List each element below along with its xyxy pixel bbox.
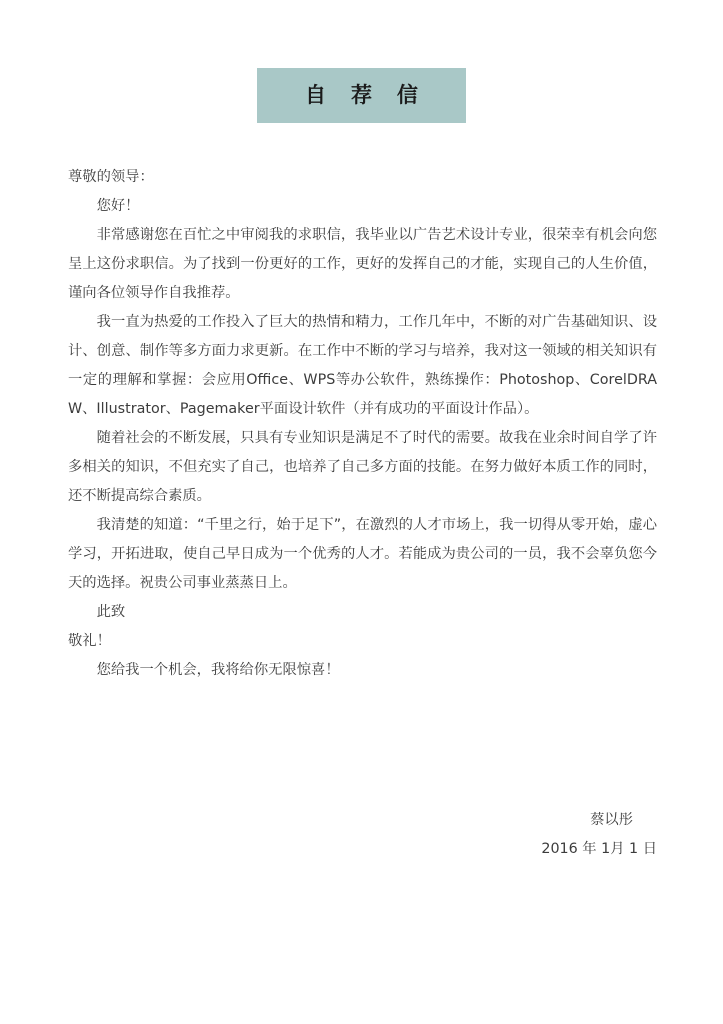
paragraph-4: 我清楚的知道：“千里之行，始于足下”，在激烈的人才市场上，我一切得从零开始，虚心学习，开拓进取，使自己早日成为一个优秀的人才。若能成为贵公司的一员，我不会辜负您今天的选择。祝贵公司事业蒸蒸日上。 [68,517,657,591]
letter-body [68,163,657,685]
greeting: 您好！ [96,198,140,214]
closing-cizhi: 此致 [96,604,126,620]
title-banner [257,68,466,123]
closing-wish: 您给我一个机会，我将给你无限惊喜！ [96,662,340,678]
paragraph-3: 随着社会的不断发展，只具有专业知识是满足不了时代的需要。故我在业余时间自学了许多相关的知识，不但充实了自己，也培养了自己多方面的技能。在努力做好本质工作的同时，还不断提高综合素质。 [68,430,657,504]
closing-jingli: 敬礼！ [68,633,111,649]
paragraph-2: 我一直为热爱的工作投入了巨大的热情和精力，工作几年中，不断的对广告基础知识、设计、创意、制作等多方面力求更新。在工作中不断的学习与培养，我对这一领域的相关知识有一定的理解和掌握：会应用Office、WPS等办公软件，熟练操作：Photoshop、CorelDRAW、Illustrator、Pagemaker平面设计软件（并有成功的平面设计作品）。 [68,314,657,417]
page-title: 自 荐 信 [305,83,427,107]
title-banner-container [0,68,723,123]
signature-block [0,806,657,864]
signature-date: 2016 年 1月 1 日 [541,841,657,857]
paragraph-1: 非常感谢您在百忙之中审阅我的求职信，我毕业以广告艺术设计专业，很荣幸有机会向您呈上这份求职信。为了找到一份更好的工作，更好的发挥自己的才能，实现自己的人生价值，谨向各位领导作自我推荐。 [68,227,657,301]
salutation: 尊敬的领导： [68,169,154,185]
signature-name: 蔡以彤 [590,812,633,828]
